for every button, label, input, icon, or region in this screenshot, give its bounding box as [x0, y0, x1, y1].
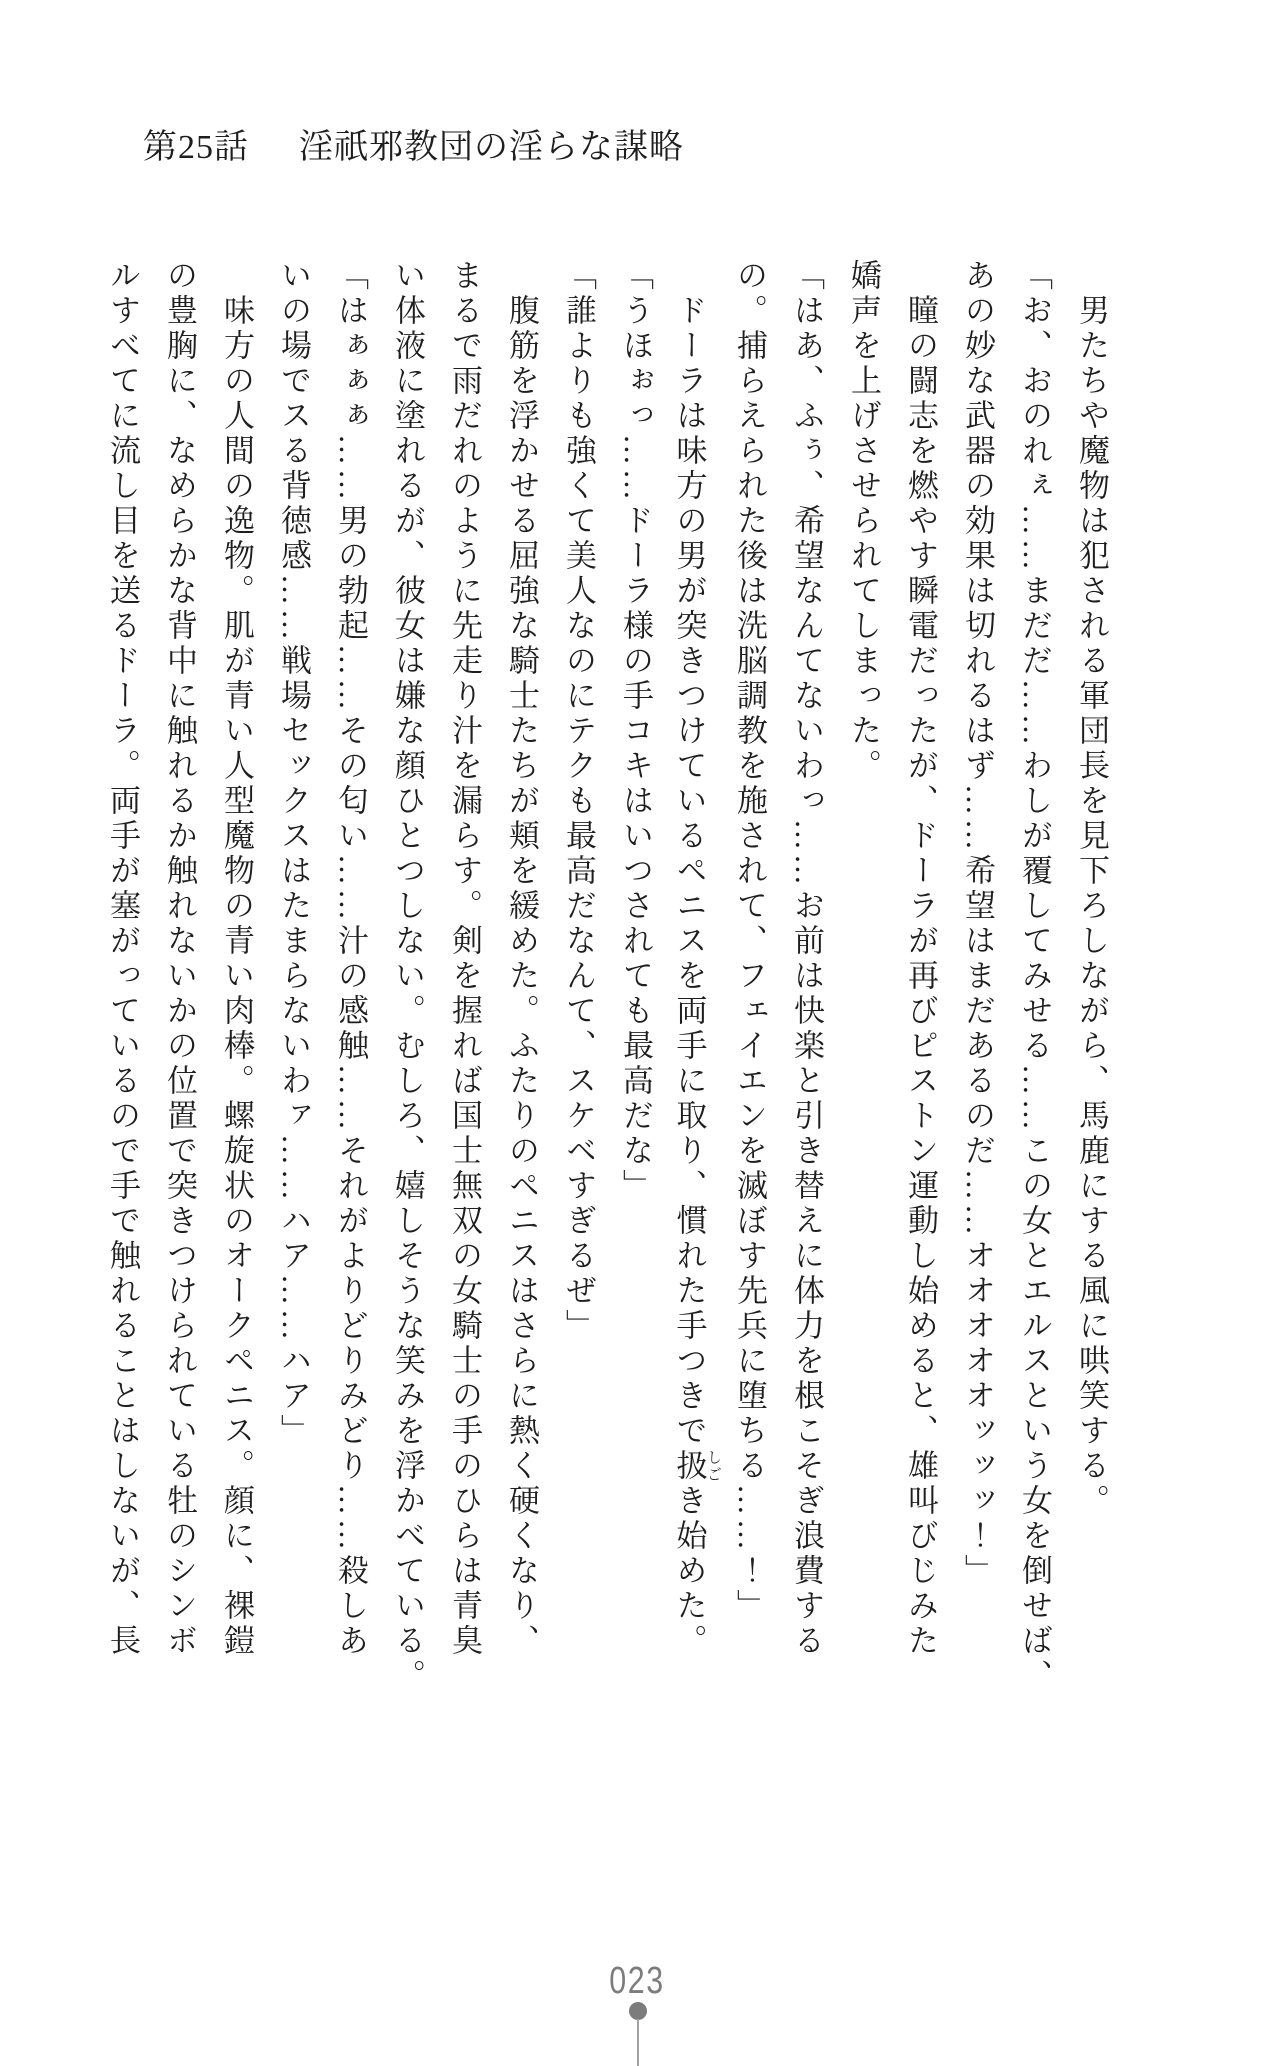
footer-rule	[637, 2019, 639, 2066]
text-column-10: 「誰よりも強くて美人なのにテクも最高だなんて、スケベすぎるぜ」	[561, 259, 596, 1344]
chapter-header	[143, 126, 684, 170]
text-column-3: あの妙な武器の効果は切れるはず……希望はまだあるのだ……オオオオオッッッ！」	[960, 259, 995, 1589]
text-column-11: 腹筋を浮かせる屈強な騎士たちが頬を緩めた。ふたりのペニスはさらに熱く硬くなり、	[504, 259, 539, 1659]
text-column-18: ルすべてに流し目を送るドーラ。両手が塞がっているので手で触れることはしないが、長	[105, 259, 140, 1659]
text-column-16: 味方の人間の逸物。肌が青い人型魔物の青い肉棒。螺旋状のオークペニス。顔に、裸鎧	[219, 259, 254, 1659]
text-column-2: 「お、おのれぇ……まだだ……わしが覆してみせる……この女とエルスという女を倒せば、	[1017, 259, 1052, 1694]
text-column-6: 「はあ、ふぅ、希望なんてないわっ……お前は快楽と引き替えに体力を根こそぎ浪費する	[789, 259, 824, 1659]
text-column-12: まるで雨だれのように先走り汁を漏らす。剣を握れば国士無双の女騎士の手のひらは青臭	[447, 259, 482, 1659]
text-column-9: 「うほぉっ……ドーラ様の手コキはいつされても最高だな」	[618, 259, 653, 1204]
text-column-13: い体液に塗れるが、彼女は嫌な顔ひとつしない。むしろ、嬉しそうな笑みを浮かべている。	[390, 259, 425, 1694]
footer-dot-icon	[629, 2002, 647, 2020]
page-number: 023	[609, 1960, 665, 2002]
text-column-8: ドーラは味方の男が突きつけているペニスを両手に取り、慣れた手つきで扱しごき始めた。	[671, 259, 721, 1659]
text-column-17: の豊胸に、なめらかな背中に触れるか触れないかの位置で突きつけられている牡のシンボ	[162, 259, 197, 1659]
chapter-number: 第25話	[143, 129, 249, 166]
text-column-4: 瞳の闘志を燃やす瞬電だったが、ドーラが再びピストン運動し始めると、雄叫びじみた	[903, 259, 938, 1659]
text-column-7: の。捕らえられた後は洗脳調教を施されて、フェイエンを滅ぼす先兵に堕ちる……！」	[732, 259, 767, 1624]
chapter-title: 淫祇邪教団の淫らな謀略	[299, 129, 684, 166]
text-column-14: 「はぁぁぁ……男の勃起……その匂い……汁の感触……それがよりどりみどり……殺しあ	[333, 259, 368, 1659]
text-column-1: 男たちや魔物は犯される軍団長を見下ろしながら、馬鹿にする風に哄笑する。	[1074, 259, 1109, 1519]
text-column-15: いの場でスる背徳感……戦場セックスはたまらないわァ……ハア……ハア」	[276, 259, 311, 1449]
text-column-5: 嬌声を上げさせられてしまった。	[846, 259, 881, 784]
text-block	[105, 259, 1120, 1759]
